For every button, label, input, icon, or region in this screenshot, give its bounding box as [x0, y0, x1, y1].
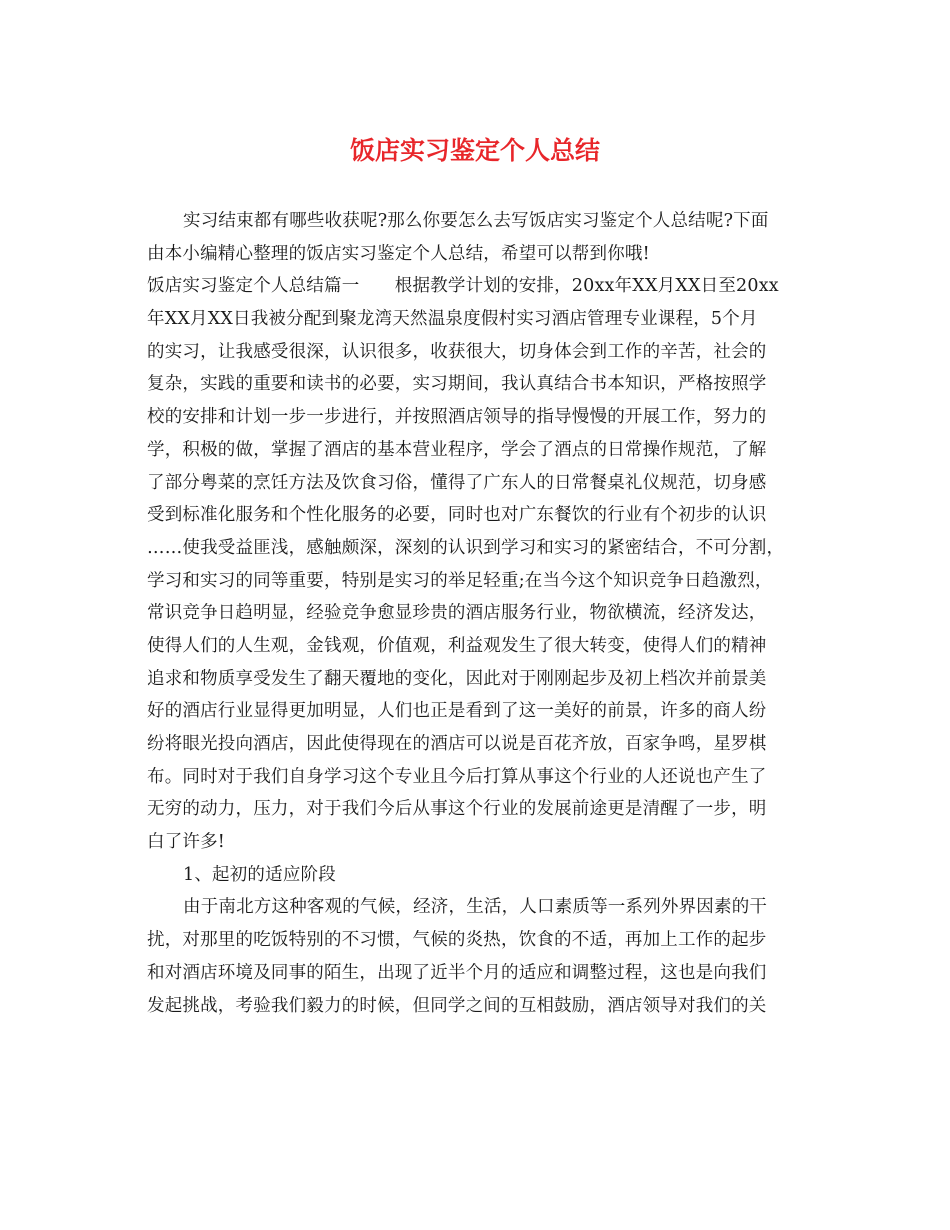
text-line: 白了许多!: [147, 832, 226, 853]
document-title: 饭店实习鉴定个人总结: [349, 136, 600, 165]
text-line: 使得人们的人生观，金钱观，价值观，利益观发生了很大转变，使得人们的精神: [147, 635, 767, 656]
text-line: 了部分粤菜的烹饪方法及饮食习俗，懂得了广东人的日常餐桌礼仪规范，切身感: [147, 472, 767, 493]
text-line: 复杂，实践的重要和读书的必要，实习期间，我认真结合书本知识，严格按照学: [147, 374, 767, 395]
text-line: 受到标准化服务和个性化服务的必要，同时也对广东餐饮的行业有个初步的认识: [147, 505, 767, 526]
text-line: 由本小编精心整理的饭店实习鉴定个人总结，希望可以帮到你哦!: [147, 243, 650, 264]
text-line: 纷将眼光投向酒店，因此使得现在的酒店可以说是百花齐放，百家争鸣，星罗棋: [147, 734, 767, 754]
text-line: 好的酒店行业显得更加明显，人们也正是看到了这一美好的前景，许多的商人纷: [147, 701, 767, 722]
text-line: 校的安排和计划一步一步进行，并按照酒店领导的指导慢慢的开展工作，努力的: [147, 407, 767, 428]
text-line: 饭店实习鉴定个人总结篇一 根据教学计划的安排，20xx年XX月XX日至20xx: [147, 276, 779, 297]
text-line: 和对酒店环境及同事的陌生，出现了近半个月的适应和调整过程，这也是向我们: [147, 962, 767, 983]
text-line: 常识竞争日趋明显，经验竞争愈显珍贵的酒店服务行业，物欲横流，经济发达，: [147, 603, 767, 624]
text-line: 发起挑战，考验我们毅力的时候，但同学之间的互相鼓励，酒店领导对我们的关: [147, 995, 767, 1016]
text-line: 布。同时对于我们自身学习这个专业且今后打算从事这个行业的人还说也产生了: [147, 766, 767, 787]
section-heading: 1、起初的适应阶段: [183, 864, 336, 885]
text-line: 由于南北方这种客观的气候，经济，生活，人口素质等一系列外界因素的干: [183, 897, 768, 918]
text-line: 实习结束都有哪些收获呢?那么你要怎么去写饭店实习鉴定个人总结呢?下面: [183, 211, 769, 231]
text-line: 学，积极的做，掌握了酒店的基本营业程序，学会了酒点的日常操作规范，了解: [147, 439, 767, 460]
text-line: 的实习，让我感受很深，认识很多，收获很大，切身体会到工作的辛苦，社会的: [147, 341, 767, 362]
text-line: 扰，对那里的吃饭特别的不习惯，气候的炎热，饮食的不适，再加上工作的起步: [147, 930, 767, 951]
text-line: 年XX月XX日我被分配到聚龙湾天然温泉度假村实习酒店管理专业课程，5个月: [147, 309, 758, 330]
text-line: 学习和实习的同等重要，特别是实习的举足轻重;在当今这个知识竞争日趋激烈，: [147, 570, 773, 591]
text-line: ……使我受益匪浅，感触颇深，深刻的认识到学习和实习的紧密结合，不可分割，: [147, 537, 785, 558]
document-body: [147, 205, 809, 1022]
text-line: 追求和物质享受发生了翻天覆地的变化，因此对于刚刚起步及初上档次并前景美: [147, 668, 767, 689]
text-line: 无穷的动力，压力，对于我们今后从事这个行业的发展前途更是清醒了一步，明: [147, 799, 767, 820]
